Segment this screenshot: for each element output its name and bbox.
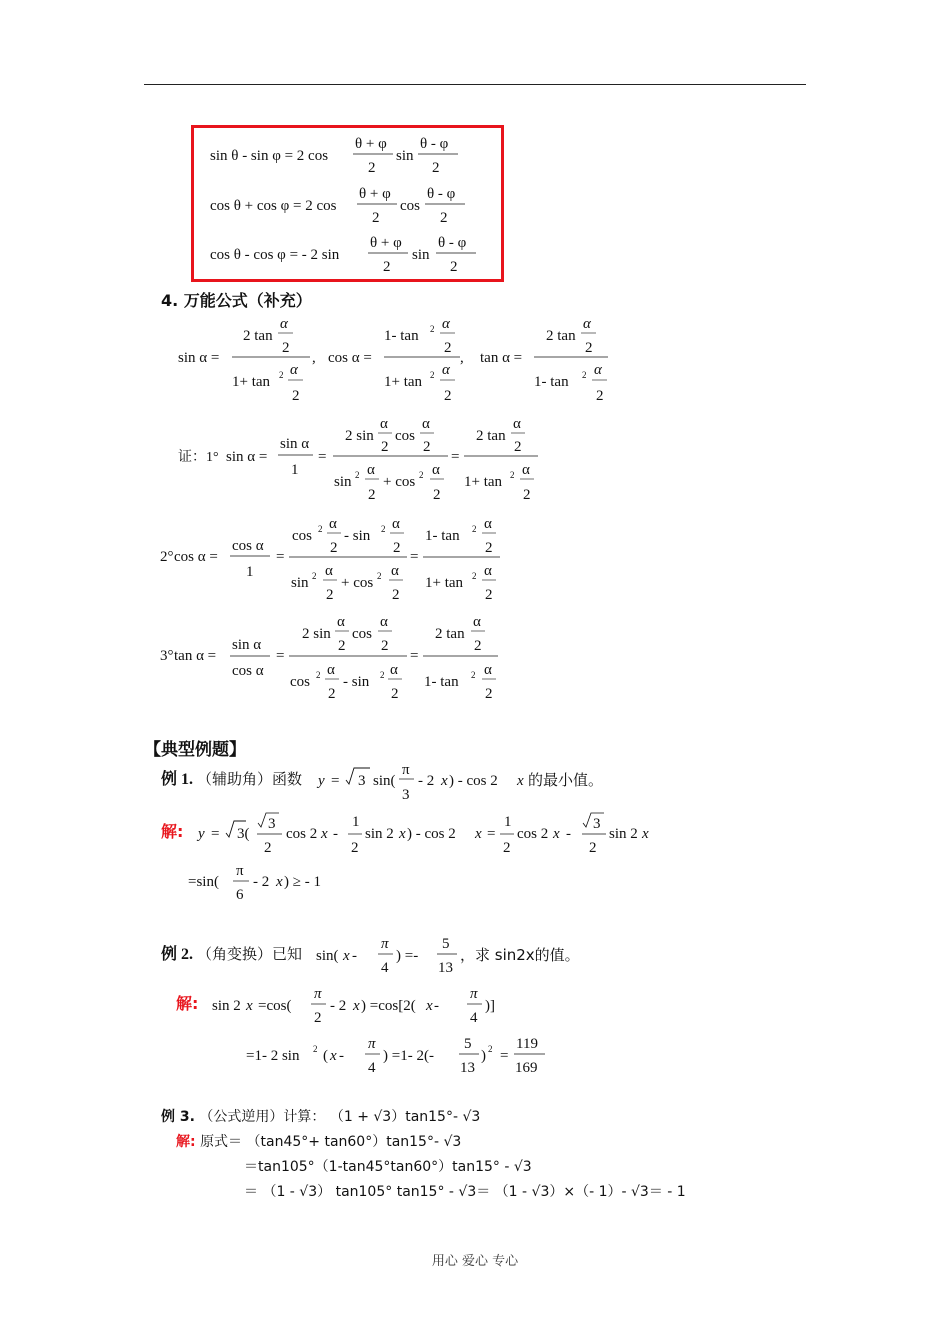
- svg-text:π: π: [402, 762, 410, 778]
- svg-text:2 sin: 2 sin: [302, 626, 331, 642]
- svg-text:1+ tan: 1+ tan: [232, 374, 271, 390]
- svg-text:x: x: [321, 826, 328, 842]
- svg-text:-: -: [566, 826, 571, 842]
- svg-text:2: 2: [312, 571, 317, 581]
- svg-text:tan α =: tan α =: [174, 648, 217, 664]
- section-4-title: 4. 万能公式（补充）: [161, 291, 312, 310]
- svg-text:α: α: [390, 662, 398, 678]
- ex1-formula: [316, 762, 524, 803]
- svg-text:2: 2: [589, 840, 597, 856]
- svg-text:13: 13: [460, 1060, 475, 1076]
- svg-text:θ + φ: θ + φ: [355, 136, 387, 152]
- svg-text:α: α: [325, 563, 333, 579]
- svg-text:-: -: [333, 826, 338, 842]
- svg-text:x: x: [517, 773, 524, 789]
- svg-text:cos: cos: [395, 428, 415, 444]
- svg-text:2: 2: [471, 670, 476, 680]
- ex3-tag: （公式逆用）计算：: [199, 1109, 326, 1125]
- proof-2: [160, 516, 500, 603]
- svg-text:2: 2: [391, 686, 399, 702]
- svg-text:sin 2: sin 2: [365, 826, 394, 842]
- svg-text:- 2: - 2: [330, 998, 347, 1014]
- svg-text:2: 2: [510, 470, 515, 480]
- svg-text:x: x: [553, 826, 560, 842]
- svg-text:θ - φ: θ - φ: [438, 235, 467, 251]
- ex3-line2: ＝tan105°（1-tan45°tan60°）tan15° - √3: [244, 1159, 532, 1175]
- svg-text:α: α: [367, 462, 375, 478]
- svg-text:α: α: [594, 362, 602, 378]
- svg-text:cos: cos: [352, 626, 372, 642]
- svg-text:sin(: sin(: [373, 773, 396, 789]
- box-formula-1: [210, 136, 458, 176]
- svg-text:2 tan: 2 tan: [243, 328, 273, 344]
- ex2-ask: ，求 sin2x的值。: [460, 946, 580, 964]
- svg-text:y: y: [198, 826, 205, 842]
- svg-text:2: 2: [380, 670, 385, 680]
- svg-text:sin α =: sin α =: [178, 350, 220, 366]
- svg-text:2°: 2°: [160, 549, 174, 565]
- svg-text:α: α: [380, 614, 388, 630]
- svg-text:2: 2: [355, 470, 360, 480]
- svg-text:α: α: [337, 614, 345, 630]
- svg-text:=: =: [410, 648, 419, 664]
- svg-text:2: 2: [393, 540, 401, 556]
- svg-text:tan α =: tan α =: [480, 350, 523, 366]
- svg-text:4: 4: [368, 1060, 376, 1076]
- svg-text:=: =: [331, 773, 340, 789]
- ex3-line3: ＝ （1 - √3） tan105° tan15° - √3＝ （1 - √3）×（- 1）- √3＝ - 1: [244, 1184, 686, 1200]
- svg-text:sin 2: sin 2: [212, 998, 241, 1014]
- svg-text:2: 2: [485, 540, 493, 556]
- svg-text:x: x: [246, 998, 253, 1014]
- svg-text:2: 2: [328, 686, 336, 702]
- svg-text:2: 2: [474, 638, 482, 654]
- svg-text:2: 2: [313, 1044, 318, 1054]
- ex2-solution-2: [246, 1036, 545, 1076]
- svg-text:-: -: [352, 948, 357, 964]
- ex2-line: [161, 947, 302, 963]
- svg-text:2 tan: 2 tan: [435, 626, 465, 642]
- ex3-solution-label: 解:: [176, 1134, 196, 1150]
- svg-text:=: =: [487, 826, 496, 842]
- svg-text:cos θ - cos φ = - 2 sin: cos θ - cos φ = - 2 sin: [210, 247, 340, 263]
- svg-text:,: ,: [312, 350, 316, 366]
- ex3-line1: 原式＝ （tan45°+ tan60°）tan15°- √3: [200, 1134, 462, 1150]
- svg-text:cos α: cos α: [232, 663, 264, 679]
- svg-text:x: x: [399, 826, 406, 842]
- svg-text:2: 2: [377, 571, 382, 581]
- svg-text:1- tan: 1- tan: [534, 374, 569, 390]
- svg-text:1: 1: [291, 462, 299, 478]
- svg-text:1- tan: 1- tan: [384, 328, 419, 344]
- ex2-given: [316, 936, 457, 976]
- svg-text:,: ,: [460, 350, 464, 366]
- ex1-solution-2: [188, 863, 321, 903]
- svg-text:169: 169: [515, 1060, 538, 1076]
- svg-text:2: 2: [488, 1044, 493, 1054]
- svg-text:2: 2: [444, 340, 452, 356]
- ex2-solution-label: 解:: [176, 994, 199, 1013]
- svg-text:2: 2: [523, 487, 531, 503]
- ex2-label: 例 2.: [161, 946, 194, 963]
- svg-text:-: -: [339, 1048, 344, 1064]
- svg-text:) - cos 2: ) - cos 2: [407, 826, 456, 842]
- svg-text:α: α: [280, 316, 288, 332]
- ex2-tag: （角变换）已知: [197, 945, 303, 963]
- svg-text:x: x: [343, 948, 350, 964]
- svg-text:α: α: [484, 563, 492, 579]
- svg-text:=cos(: =cos(: [258, 998, 292, 1014]
- svg-text:=: =: [500, 1048, 509, 1064]
- svg-text:π: π: [470, 986, 478, 1002]
- svg-text:α: α: [442, 316, 450, 332]
- svg-text:2: 2: [392, 587, 400, 603]
- svg-text:2: 2: [440, 210, 448, 226]
- ex1-label: 例 1.: [161, 771, 194, 788]
- svg-text:sin 2: sin 2: [609, 826, 638, 842]
- svg-text:证：1°: 证：1°: [178, 450, 219, 465]
- svg-text:+ cos: + cos: [341, 575, 374, 591]
- svg-text:=: =: [211, 826, 220, 842]
- svg-text:1: 1: [504, 814, 512, 830]
- svg-text:119: 119: [516, 1036, 538, 1052]
- svg-text:π: π: [368, 1036, 376, 1052]
- ex3-expr: （1 + √3）tan15°- √3: [329, 1109, 481, 1125]
- svg-text:α: α: [422, 416, 430, 432]
- svg-text:2: 2: [430, 370, 435, 380]
- svg-text:2: 2: [433, 487, 441, 503]
- svg-text:x: x: [330, 1048, 337, 1064]
- page-footer: 用心 爱心 专心: [431, 1254, 519, 1269]
- svg-text:- 2: - 2: [253, 874, 270, 890]
- svg-text:4: 4: [381, 960, 389, 976]
- svg-text:2: 2: [450, 259, 458, 275]
- ex2-solution-1: [212, 986, 495, 1026]
- ex1-line: [161, 772, 302, 788]
- svg-text:θ - φ: θ - φ: [420, 136, 449, 152]
- svg-text:cos: cos: [292, 528, 312, 544]
- svg-text:) =1- 2(-: ) =1- 2(-: [383, 1048, 434, 1064]
- svg-text:α: α: [290, 362, 298, 378]
- svg-text:cos α =: cos α =: [174, 549, 218, 565]
- svg-text:3: 3: [268, 816, 276, 832]
- svg-text:=sin(: =sin(: [188, 874, 219, 890]
- svg-text:) - cos 2: ) - cos 2: [449, 773, 498, 789]
- ex3-label: 例 3.: [161, 1109, 195, 1125]
- svg-text:2: 2: [582, 370, 587, 380]
- box-formula-3: [210, 235, 476, 275]
- svg-text:2: 2: [316, 670, 321, 680]
- svg-text:5: 5: [442, 936, 450, 952]
- svg-text:1+ tan: 1+ tan: [425, 575, 464, 591]
- svg-text:2: 2: [368, 487, 376, 503]
- svg-text:1+ tan: 1+ tan: [464, 474, 503, 490]
- svg-text:3: 3: [358, 773, 366, 789]
- svg-text:2: 2: [330, 540, 338, 556]
- svg-text:2: 2: [351, 840, 359, 856]
- svg-text:x: x: [426, 998, 433, 1014]
- svg-text:2: 2: [264, 840, 272, 856]
- svg-text:=: =: [451, 449, 460, 465]
- svg-text:2 tan: 2 tan: [546, 328, 576, 344]
- svg-text:cos: cos: [400, 198, 420, 214]
- ex1-solution: [196, 813, 649, 856]
- svg-text:2: 2: [368, 160, 376, 176]
- svg-text:sin: sin: [291, 575, 309, 591]
- svg-text:x: x: [276, 874, 283, 890]
- svg-text:cos 2: cos 2: [517, 826, 549, 842]
- svg-text:3°: 3°: [160, 648, 174, 664]
- svg-text:θ + φ: θ + φ: [370, 235, 402, 251]
- svg-text:3: 3: [402, 787, 410, 803]
- svg-text:+ cos: + cos: [383, 474, 416, 490]
- svg-text:α: α: [442, 362, 450, 378]
- svg-text:sin θ - sin φ = 2 cos: sin θ - sin φ = 2 cos: [210, 148, 329, 164]
- svg-text:=: =: [318, 449, 327, 465]
- svg-text:α: α: [391, 563, 399, 579]
- svg-text:2 sin: 2 sin: [345, 428, 374, 444]
- svg-text:2: 2: [279, 370, 284, 380]
- svg-text:2: 2: [585, 340, 593, 356]
- svg-text:2: 2: [338, 638, 346, 654]
- svg-text:3: 3: [593, 816, 601, 832]
- svg-text:sin α: sin α: [232, 637, 262, 653]
- svg-text:2: 2: [314, 1010, 322, 1026]
- svg-text:α: α: [329, 516, 337, 532]
- svg-text:2: 2: [282, 340, 290, 356]
- svg-text:α: α: [522, 462, 530, 478]
- svg-text:- sin: - sin: [344, 528, 371, 544]
- svg-text:x: x: [475, 826, 482, 842]
- ex3-line: [161, 1110, 480, 1124]
- svg-text:θ + φ: θ + φ: [359, 186, 391, 202]
- svg-text:-: -: [434, 998, 439, 1014]
- svg-text:2: 2: [444, 388, 452, 404]
- svg-text:2: 2: [485, 587, 493, 603]
- svg-text:6: 6: [236, 887, 244, 903]
- svg-text:1- tan: 1- tan: [425, 528, 460, 544]
- svg-text:2: 2: [381, 524, 386, 534]
- svg-text:x: x: [353, 998, 360, 1014]
- svg-text:sin α =: sin α =: [226, 449, 268, 465]
- svg-text:=: =: [276, 648, 285, 664]
- svg-text:α: α: [392, 516, 400, 532]
- svg-text:- sin: - sin: [343, 674, 370, 690]
- ex1-ask: 的最小值。: [528, 771, 604, 789]
- box-formula-2: [210, 186, 465, 226]
- svg-text:α: α: [380, 416, 388, 432]
- svg-text:α: α: [513, 416, 521, 432]
- svg-text:cos 2: cos 2: [286, 826, 318, 842]
- svg-text:): ): [481, 1048, 486, 1064]
- svg-text:α: α: [484, 516, 492, 532]
- svg-text:1: 1: [352, 814, 360, 830]
- svg-text:2: 2: [485, 686, 493, 702]
- ex1-solution-label: 解:: [161, 822, 184, 841]
- svg-text:π: π: [314, 986, 322, 1002]
- universal-formulas: [178, 316, 608, 404]
- svg-text:2: 2: [381, 439, 389, 455]
- svg-text:) =-: ) =-: [396, 948, 419, 964]
- svg-text:=: =: [410, 549, 419, 565]
- svg-text:θ - φ: θ - φ: [427, 186, 456, 202]
- svg-text:α: α: [327, 662, 335, 678]
- svg-text:2 tan: 2 tan: [476, 428, 506, 444]
- svg-text:2: 2: [472, 571, 477, 581]
- svg-text:2: 2: [596, 388, 604, 404]
- svg-text:=1- 2 sin: =1- 2 sin: [246, 1048, 300, 1064]
- examples-title: 【典型例题】: [144, 740, 246, 760]
- svg-text:2: 2: [514, 439, 522, 455]
- svg-text:cos α =: cos α =: [328, 350, 372, 366]
- svg-text:2: 2: [381, 638, 389, 654]
- svg-text:2: 2: [503, 840, 511, 856]
- svg-text:- 2: - 2: [418, 773, 435, 789]
- svg-text:) ≥ - 1: ) ≥ - 1: [284, 874, 321, 890]
- proof-1: [178, 416, 538, 503]
- svg-text:2: 2: [326, 587, 334, 603]
- svg-text:cos: cos: [290, 674, 310, 690]
- svg-text:y: y: [318, 773, 325, 789]
- svg-text:sin: sin: [412, 247, 430, 263]
- svg-text:sin(: sin(: [316, 948, 339, 964]
- svg-text:α: α: [583, 316, 591, 332]
- svg-text:sin: sin: [396, 148, 414, 164]
- proof-3: [160, 614, 498, 702]
- svg-text:1: 1: [246, 564, 254, 580]
- svg-text:2: 2: [292, 388, 300, 404]
- svg-text:2: 2: [430, 324, 435, 334]
- svg-text:2: 2: [318, 524, 323, 534]
- svg-text:x: x: [441, 773, 448, 789]
- svg-text:=: =: [276, 549, 285, 565]
- svg-text:2: 2: [423, 439, 431, 455]
- svg-text:)]: )]: [485, 998, 495, 1014]
- svg-text:cos α: cos α: [232, 538, 264, 554]
- svg-text:cos θ + cos φ = 2 cos: cos θ + cos φ = 2 cos: [210, 198, 337, 214]
- ex3-sol-line1: [176, 1135, 461, 1149]
- svg-text:2: 2: [419, 470, 424, 480]
- svg-text:2: 2: [472, 524, 477, 534]
- svg-text:α: α: [432, 462, 440, 478]
- svg-text:13: 13: [438, 960, 453, 976]
- svg-text:π: π: [236, 863, 244, 879]
- svg-text:3(: 3(: [237, 826, 250, 842]
- ex1-tag: （辅助角）函数: [197, 770, 303, 788]
- svg-text:sin: sin: [334, 474, 352, 490]
- svg-text:π: π: [381, 936, 389, 952]
- svg-text:1- tan: 1- tan: [424, 674, 459, 690]
- svg-text:5: 5: [464, 1036, 472, 1052]
- svg-text:1+ tan: 1+ tan: [384, 374, 423, 390]
- svg-text:α: α: [473, 614, 481, 630]
- svg-text:2: 2: [372, 210, 380, 226]
- svg-text:4: 4: [470, 1010, 478, 1026]
- svg-text:(: (: [323, 1048, 328, 1064]
- svg-text:2: 2: [383, 259, 391, 275]
- svg-text:x: x: [642, 826, 649, 842]
- svg-text:2: 2: [432, 160, 440, 176]
- svg-text:sin α: sin α: [280, 436, 310, 452]
- svg-text:) =cos[2(: ) =cos[2(: [361, 998, 416, 1014]
- svg-text:α: α: [484, 662, 492, 678]
